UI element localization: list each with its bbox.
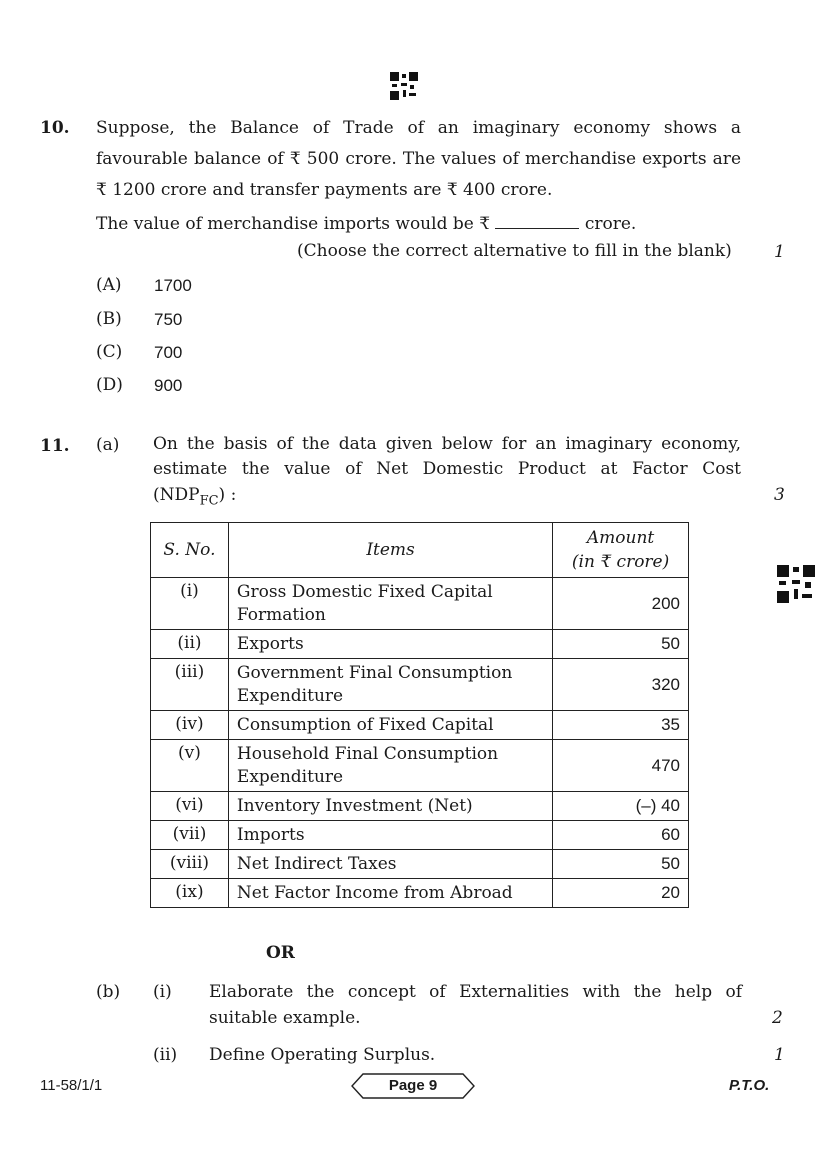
table-row: [151, 578, 689, 630]
row-item-line-1: Gross Domestic Fixed Capital: [236, 581, 493, 602]
row-sno: (iv): [151, 711, 229, 740]
row-amount: 470: [553, 740, 689, 792]
question-11a-line-2: estimate the value of Net Domestic Product at Factor Cost: [153, 459, 741, 479]
table-row: [151, 711, 689, 740]
please-turn-over: P.T.O.: [729, 1077, 770, 1094]
row-amount: 60: [553, 821, 689, 850]
row-item: Imports: [228, 821, 552, 850]
table-row: [151, 792, 689, 821]
row-sno: (iii): [151, 659, 229, 711]
option-b-value: 750: [154, 310, 183, 329]
question-11b-ii-text: Define Operating Surplus.: [209, 1045, 436, 1065]
question-11-number: 11.: [40, 436, 70, 456]
qr-code-top: [390, 72, 418, 100]
row-sno: (vi): [151, 792, 229, 821]
question-11b-i-line-2: suitable example.: [209, 1008, 361, 1028]
header-amount-line-2: (in ₹ crore): [571, 552, 670, 572]
row-item: Inventory Investment (Net): [228, 792, 552, 821]
row-item: [228, 740, 552, 792]
row-item: Exports: [228, 630, 552, 659]
question-11b-i-marks: 2: [772, 1008, 783, 1028]
row-sno: (v): [151, 740, 229, 792]
header-amount-line-1: Amount: [586, 528, 655, 548]
row-item-line-2: Formation: [236, 604, 326, 625]
or-separator: OR: [266, 943, 295, 963]
table-row: [151, 659, 689, 711]
row-sno: (viii): [151, 850, 229, 879]
row-amount: 200: [553, 578, 689, 630]
question-11b-ii-marks: 1: [774, 1045, 785, 1065]
row-sno: (vii): [151, 821, 229, 850]
header-amount: [553, 523, 689, 578]
ndp-text: (NDP: [153, 485, 200, 505]
question-11a-line-3: [153, 485, 236, 508]
row-item: Net Indirect Taxes: [228, 850, 552, 879]
question-11a-marks: 3: [774, 485, 785, 505]
table-row: [151, 740, 689, 792]
paper-code: 11-58/1/1: [40, 1077, 103, 1094]
fill-in-blank: [495, 212, 579, 229]
page-number-badge: [351, 1073, 475, 1099]
row-amount: 320: [553, 659, 689, 711]
row-sno: (i): [151, 578, 229, 630]
question-10-marks: 1: [774, 242, 785, 262]
row-item: [228, 659, 552, 711]
table-header-row: [151, 523, 689, 578]
row-amount: 35: [553, 711, 689, 740]
row-sno: (ix): [151, 879, 229, 908]
row-item: [228, 578, 552, 630]
question-10-line-2: favourable balance of ₹ 500 crore. The values of merchandise exports are: [96, 149, 741, 169]
option-a-value: 1700: [154, 276, 192, 295]
question-10-question-suffix: crore.: [584, 214, 637, 234]
table-row: [151, 821, 689, 850]
row-amount: (–) 40: [553, 792, 689, 821]
row-item: Consumption of Fixed Capital: [228, 711, 552, 740]
question-11b-ii-label: (ii): [153, 1045, 178, 1065]
ndp-suffix: ) :: [218, 485, 237, 505]
table-row: [151, 630, 689, 659]
header-sno: S. No.: [151, 523, 229, 578]
question-11b-i-label: (i): [153, 982, 172, 1002]
option-c-value: 700: [154, 343, 183, 362]
question-11-part-b-label: (b): [96, 982, 121, 1002]
question-10-line-3: ₹ 1200 crore and transfer payments are ₹ 400 crore.: [96, 180, 553, 200]
row-item-line-1: Household Final Consumption: [236, 743, 499, 764]
option-a-label: (A): [96, 275, 122, 295]
row-item: Net Factor Income from Abroad: [228, 879, 552, 908]
option-b-label: (B): [96, 309, 122, 329]
question-10-question-prefix: The value of merchandise imports would be ₹: [96, 214, 491, 234]
question-11b-i-line-1: Elaborate the concept of Externalities with the help of: [209, 982, 742, 1002]
row-item-line-2: Expenditure: [236, 766, 344, 787]
question-11-part-a-label: (a): [96, 435, 120, 455]
table-row: [151, 850, 689, 879]
table-row: [151, 879, 689, 908]
page-number: Page 9: [388, 1077, 438, 1094]
question-10-number: 10.: [40, 118, 70, 138]
question-10-line-1: Suppose, the Balance of Trade of an imaginary economy shows a: [96, 118, 741, 138]
option-d-value: 900: [154, 376, 183, 395]
row-amount: 20: [553, 879, 689, 908]
ndp-subscript: FC: [199, 493, 219, 509]
data-table: [150, 522, 689, 908]
row-item-line-2: Expenditure: [236, 685, 344, 706]
option-c-label: (C): [96, 342, 123, 362]
row-item-line-1: Government Final Consumption: [236, 662, 513, 683]
option-d-label: (D): [96, 375, 123, 395]
question-10-instruction: (Choose the correct alternative to fill in the blank): [297, 241, 732, 261]
qr-code-side: [777, 565, 815, 603]
row-sno: (ii): [151, 630, 229, 659]
header-items: Items: [228, 523, 552, 578]
row-amount: 50: [553, 850, 689, 879]
question-11a-line-1: On the basis of the data given below for an imaginary economy,: [153, 434, 741, 454]
row-amount: 50: [553, 630, 689, 659]
